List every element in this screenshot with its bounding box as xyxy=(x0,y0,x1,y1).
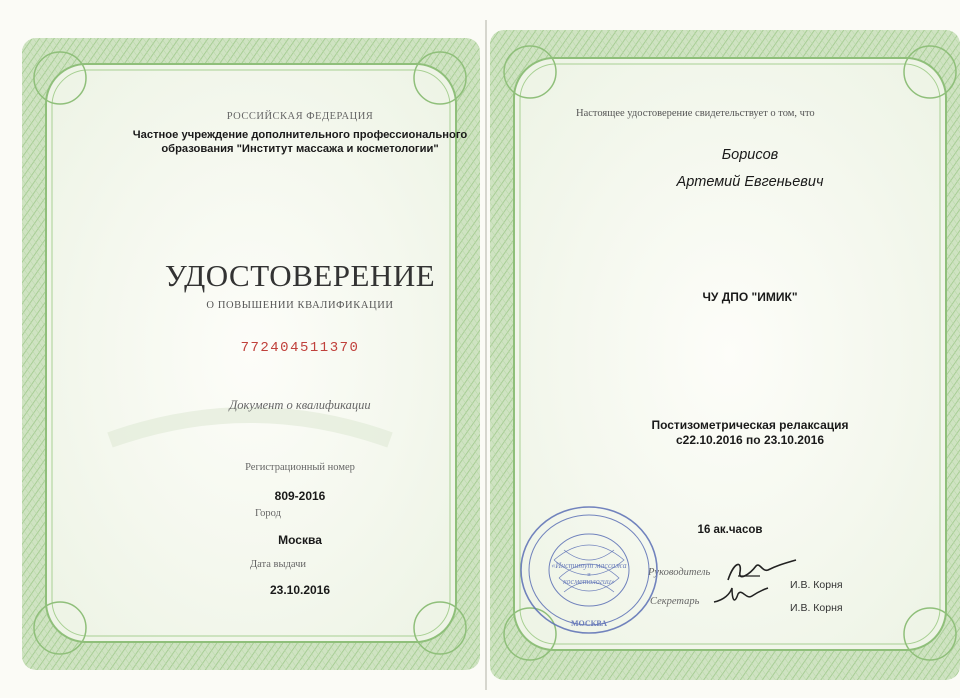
secretary-signature xyxy=(710,582,770,612)
training-period: с22.10.2016 по 23.10.2016 xyxy=(675,433,825,447)
document-title: УДОСТОВЕРЕНИЕ xyxy=(164,258,436,293)
issue-date-value: 23.10.2016 xyxy=(269,583,331,597)
registration-number-label: Регистрационный номер xyxy=(245,462,355,473)
svg-text:МОСКВА: МОСКВА xyxy=(570,619,608,628)
svg-text:«Институт массажа: «Институт массажа xyxy=(551,561,627,570)
svg-text:косметологии»: косметологии» xyxy=(563,577,615,586)
secretary-name: И.В. Корня xyxy=(790,602,843,614)
document-subtitle: О ПОВЫШЕНИИ КВАЛИФИКАЦИИ xyxy=(206,300,394,311)
holder-given-names: Артемий Евгеньевич xyxy=(676,174,824,190)
holder-surname: Борисов xyxy=(721,147,779,163)
issue-date-label: Дата выдачи xyxy=(250,559,307,570)
svg-text:и: и xyxy=(587,572,591,578)
head-role-label: Руководитель xyxy=(648,567,711,578)
institution-name-line-1: Частное учреждение дополнительного профессионального xyxy=(132,129,468,141)
program-title: Постизометрическая релаксация xyxy=(651,418,849,432)
training-hours: 16 ак.часов xyxy=(697,524,763,536)
secretary-role-label: Секретарь xyxy=(650,596,700,607)
organization-short-name: ЧУ ДПО "ИМИК" xyxy=(702,290,798,304)
country-heading: РОССИЙСКАЯ ФЕДЕРАЦИЯ xyxy=(226,111,374,122)
head-name: И.В. Корня xyxy=(790,579,843,591)
institution-seal xyxy=(514,500,664,640)
city-label: Город xyxy=(255,508,281,519)
registration-number-value: 809-2016 xyxy=(274,489,326,503)
city-value: Москва xyxy=(278,533,322,547)
document-type: Документ о квалификации xyxy=(229,398,371,412)
institution-name-line-2: образования "Институт массажа и косметологии" xyxy=(161,143,439,155)
certifies-statement: Настоящее удостоверение свидетельствует о том, что xyxy=(576,108,815,119)
serial-number: 772404511370 xyxy=(240,340,360,356)
